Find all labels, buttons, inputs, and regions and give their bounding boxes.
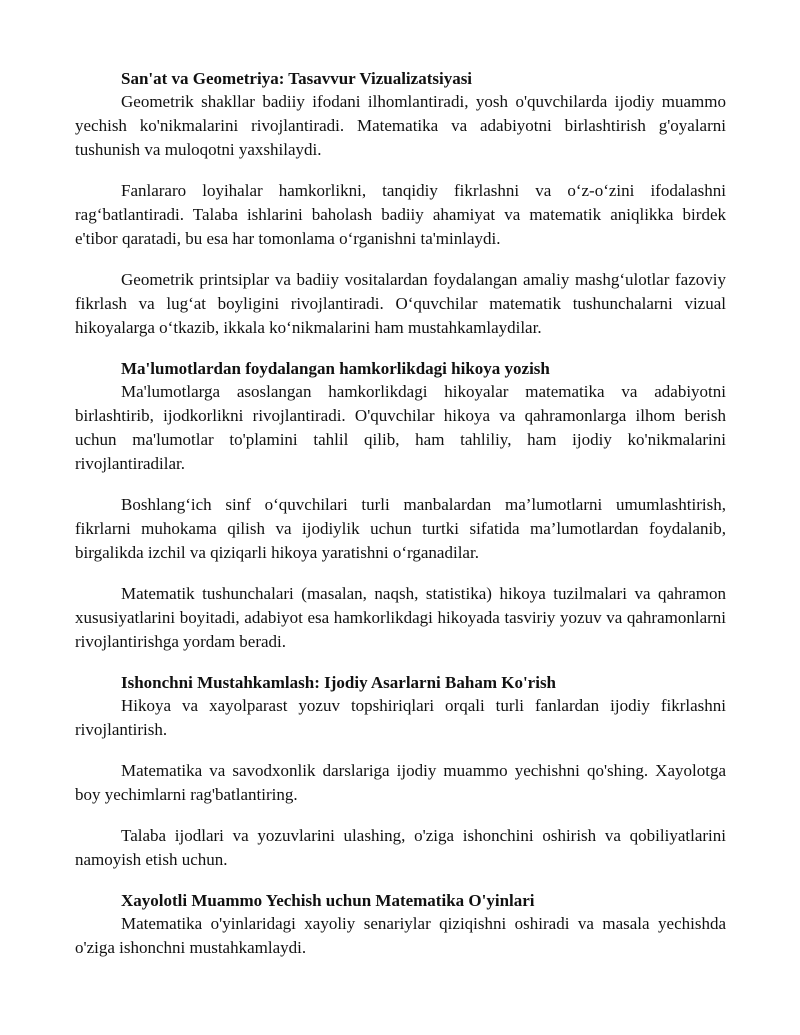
paragraph: Fanlararo loyihalar hamkorlikni, tanqidiy fikrlashni va o‘z-o‘zini ifodalashni rag‘batlantiradi. Talaba ishlarini baholash badiiy ahamiyat va matematik aniqlikka birdek e'tibor qaratadi, bu esa har tomonlama o‘rganishni ta'minlaydi. xyxy=(75,181,726,248)
paragraph: Talaba ijodlari va yozuvlarini ulashing, o'ziga ishonchini oshirish va qobiliyatlarini namoyish etish uchun. xyxy=(75,826,726,869)
paragraph: Matematika o'yinlaridagi xayoliy senariylar qiziqishni oshiradi va masala yechishda o'ziga ishonchni mustahkamlaydi. xyxy=(75,914,726,957)
section-art-geometry xyxy=(75,67,726,340)
section-heading: Xayolotli Muammo Yechish uchun Matematika O'yinlari xyxy=(121,891,535,910)
section-heading: Ma'lumotlardan foydalangan hamkorlikdagi hikoya yozish xyxy=(121,359,550,378)
section-heading: Ishonchni Mustahkamlash: Ijodiy Asarlarni Baham Ko'rish xyxy=(121,673,557,692)
paragraph: Ma'lumotlarga asoslangan hamkorlikdagi hikoyalar matematika va adabiyotni birlashtirib, ijodkorlikni rivojlantiradi. O'quvchilar hikoya va qahramonlarga ilhom berish uchun ma'lumotlar to'plamini tahlil qilib, ham tahliliy, ham ijodiy ko'nikmalarini rivojlantiradilar. xyxy=(75,382,726,473)
paragraph: Matematik tushunchalari (masalan, naqsh, statistika) hikoya tuzilmalari va qahramon xususiyatlarini boyitadi, adabiyot esa hamkorlikdagi hikoyada tasviriy yozuv va qahramonlarni rivojlantirishga yordam beradi. xyxy=(75,584,726,651)
section-math-games xyxy=(75,889,726,960)
section-data-storytelling xyxy=(75,357,726,654)
paragraph: Geometrik shakllar badiiy ifodani ilhomlantiradi, yosh o'quvchilarda ijodiy muammo yechish ko'nikmalarini rivojlantiradi. Matematika va adabiyotni birlashtirish g'oyalarni tushunish va muloqotni yaxshilaydi. xyxy=(75,92,726,159)
section-building-confidence xyxy=(75,671,726,872)
paragraph: Boshlang‘ich sinf o‘quvchilari turli manbalardan ma’lumotlarni umumlashtirish, fikrlarni muhokama qilish va ijodiylik uchun turtki sifatida ma’lumotlardan foydalanib, birgalikda izchil va qiziqarli hikoya yaratishni o‘rganadilar. xyxy=(75,495,726,562)
section-heading: San'at va Geometriya: Tasavvur Vizualizatsiyasi xyxy=(121,69,473,88)
paragraph: Geometrik printsiplar va badiiy vositalardan foydalangan amaliy mashg‘ulotlar fazoviy fikrlash va lug‘at boyligini rivojlantiradi. O‘quvchilar matematik tushunchalarni vizual hikoyalarga o‘tkazib, ikkala ko‘nikmalarini ham mustahkamlaydilar. xyxy=(75,270,726,337)
document-page xyxy=(75,67,726,977)
paragraph: Matematika va savodxonlik darslariga ijodiy muammo yechishni qo'shing. Xayolotga boy yechimlarni rag'batlantiring. xyxy=(75,761,726,804)
paragraph: Hikoya va xayolparast yozuv topshiriqlari orqali turli fanlardan ijodiy fikrlashni rivojlantirish. xyxy=(75,696,726,739)
